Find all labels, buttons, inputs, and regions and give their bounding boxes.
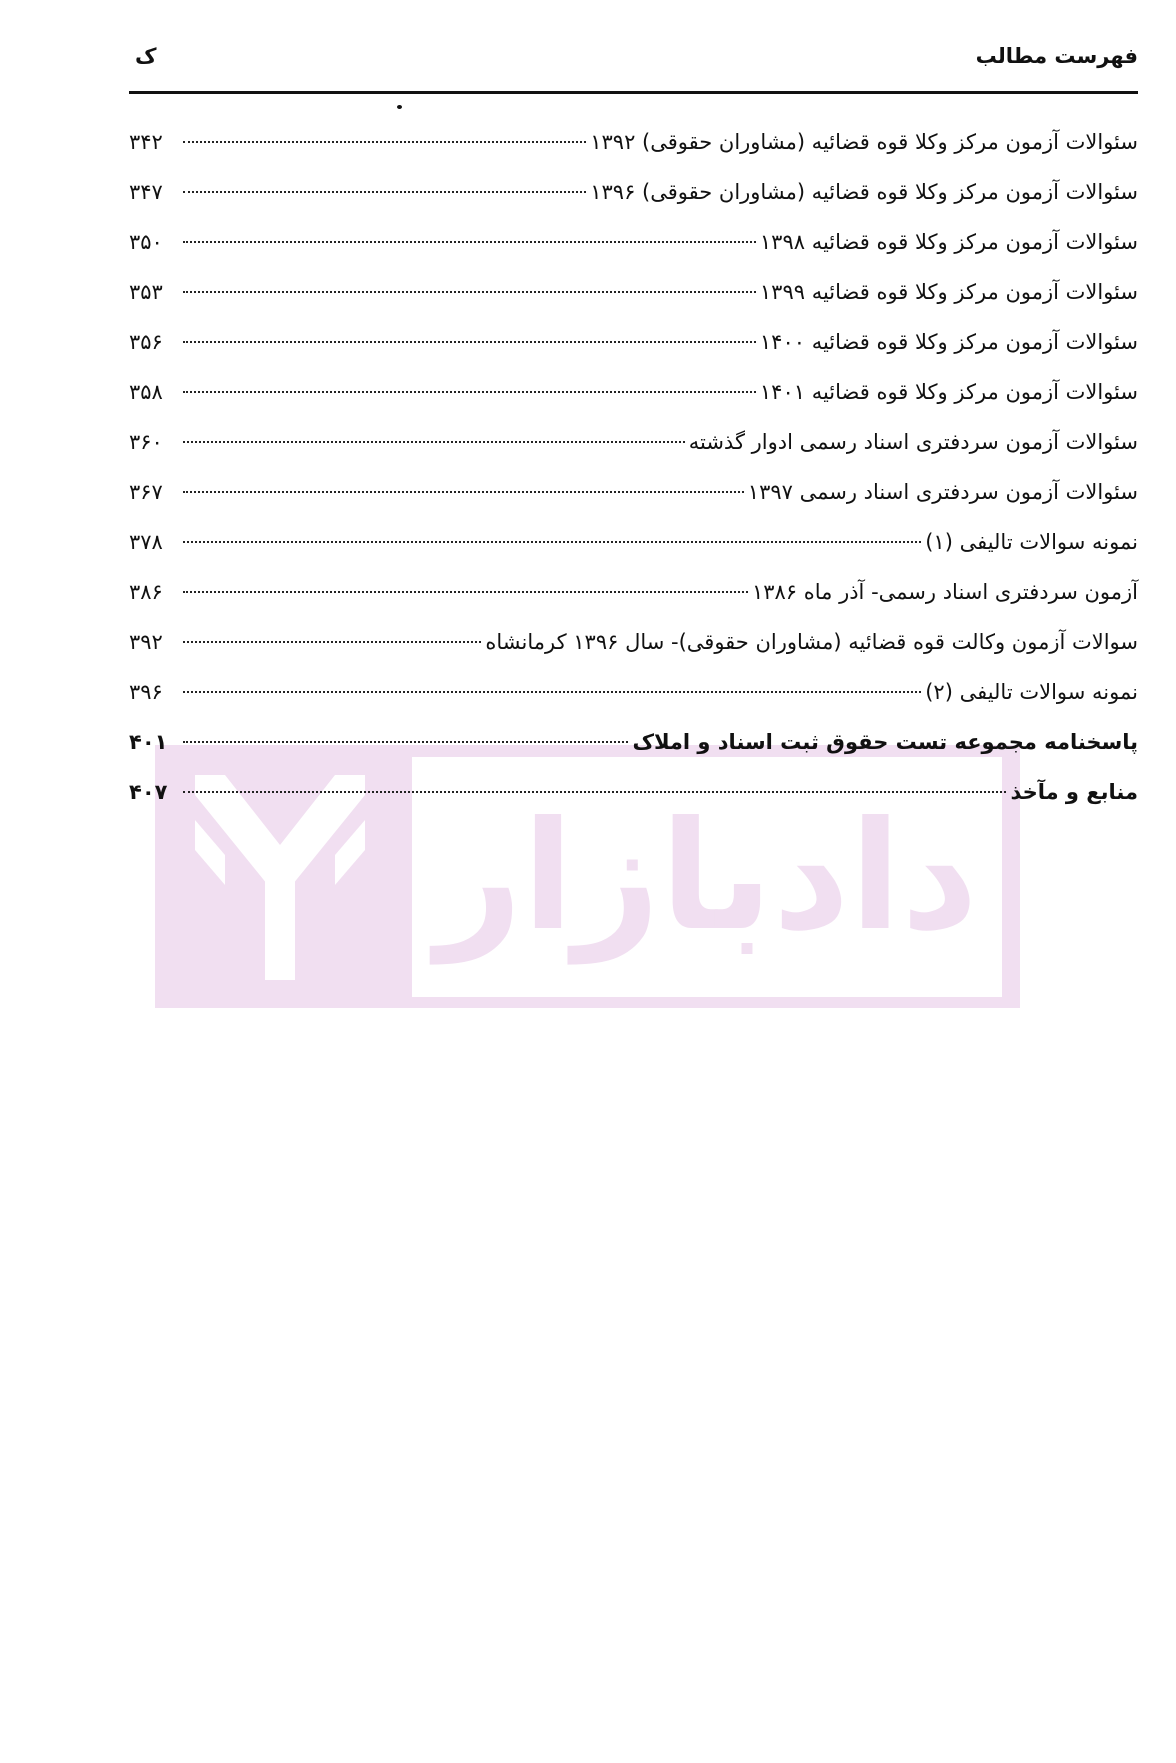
- watermark-text: دادبازار: [435, 790, 979, 964]
- toc-entry-title: آزمون سردفتری اسناد رسمی- آذر ماه ۱۳۸۶: [751, 580, 1138, 604]
- dot-leader: [183, 641, 481, 643]
- toc-entry-title: سئوالات آزمون مرکز وکلا قوه قضائیه (مشاوران حقوقی) ۱۳۹۲: [590, 130, 1138, 154]
- toc-entry-title: سئوالات آزمون مرکز وکلا قوه قضائیه ۱۴۰۰: [759, 330, 1138, 354]
- header-divider: [129, 91, 1138, 94]
- dot-leader: [183, 341, 756, 343]
- dot-leader: [183, 191, 586, 193]
- toc-entry-title: سئوالات آزمون سردفتری اسناد رسمی ۱۳۹۷: [747, 480, 1138, 504]
- toc-entry-title: منابع و مآخذ: [1010, 780, 1138, 804]
- dot-leader: [183, 591, 748, 593]
- toc-entry[interactable]: [129, 272, 1138, 322]
- dot-leader: [183, 291, 756, 293]
- toc-entry[interactable]: [129, 622, 1138, 672]
- toc-entry[interactable]: [129, 372, 1138, 422]
- toc-entry[interactable]: [129, 722, 1138, 772]
- page-number: ک: [135, 44, 157, 68]
- toc-entry-page: ۳۵۶: [129, 330, 163, 354]
- scan-speck: [397, 105, 402, 109]
- toc-entry-title: سئوالات آزمون سردفتری اسناد رسمی ادوار گذشته: [688, 430, 1138, 454]
- table-of-contents: [129, 122, 1138, 822]
- toc-entry-page: ۳۹۶: [129, 680, 163, 704]
- dot-leader: [183, 741, 628, 743]
- toc-entry-page: ۴۰۷: [129, 780, 168, 804]
- toc-entry-page: ۴۰۱: [129, 730, 168, 754]
- toc-entry[interactable]: [129, 322, 1138, 372]
- dot-leader: [183, 141, 586, 143]
- toc-entry[interactable]: [129, 572, 1138, 622]
- toc-entry[interactable]: [129, 472, 1138, 522]
- toc-entry-page: ۳۴۲: [129, 130, 163, 154]
- toc-entry[interactable]: [129, 122, 1138, 172]
- header-title: فهرست مطالب: [975, 44, 1138, 68]
- toc-entry-title: سئوالات آزمون مرکز وکلا قوه قضائیه ۱۴۰۱: [759, 380, 1138, 404]
- toc-entry-page: ۳۷۸: [129, 530, 163, 554]
- toc-entry-page: ۳۶۰: [129, 430, 163, 454]
- dot-leader: [183, 791, 1006, 793]
- toc-entry-title: پاسخنامه مجموعه تست حقوق ثبت اسناد و املاک: [632, 730, 1138, 754]
- toc-entry[interactable]: [129, 222, 1138, 272]
- toc-entry-title: سوالات آزمون وکالت قوه قضائیه (مشاوران حقوقی)- سال ۱۳۹۶ کرمانشاه: [485, 630, 1138, 654]
- toc-entry-title: سئوالات آزمون مرکز وکلا قوه قضائیه ۱۳۹۹: [759, 280, 1138, 304]
- toc-entry-title: سئوالات آزمون مرکز وکلا قوه قضائیه ۱۳۹۸: [759, 230, 1138, 254]
- toc-entry[interactable]: [129, 522, 1138, 572]
- toc-entry-title: سئوالات آزمون مرکز وکلا قوه قضائیه (مشاوران حقوقی) ۱۳۹۶: [590, 180, 1138, 204]
- dot-leader: [183, 491, 744, 493]
- toc-entry-title: نمونه سوالات تالیفی (۱): [925, 530, 1138, 554]
- toc-entry-page: ۳۵۸: [129, 380, 163, 404]
- dot-leader: [183, 691, 921, 693]
- toc-entry[interactable]: [129, 772, 1138, 822]
- dot-leader: [183, 391, 756, 393]
- toc-entry-page: ۳۸۶: [129, 580, 163, 604]
- toc-entry[interactable]: [129, 672, 1138, 722]
- toc-entry-page: ۳۶۷: [129, 480, 163, 504]
- dot-leader: [183, 241, 756, 243]
- toc-entry-page: ۳۹۲: [129, 630, 163, 654]
- toc-entry-page: ۳۵۰: [129, 230, 163, 254]
- toc-entry-page: ۳۵۳: [129, 280, 163, 304]
- toc-entry[interactable]: [129, 172, 1138, 222]
- page-header: [129, 44, 1138, 84]
- dot-leader: [183, 441, 685, 443]
- toc-entry-page: ۳۴۷: [129, 180, 163, 204]
- dot-leader: [183, 541, 921, 543]
- toc-entry-title: نمونه سوالات تالیفی (۲): [925, 680, 1138, 704]
- toc-entry[interactable]: [129, 422, 1138, 472]
